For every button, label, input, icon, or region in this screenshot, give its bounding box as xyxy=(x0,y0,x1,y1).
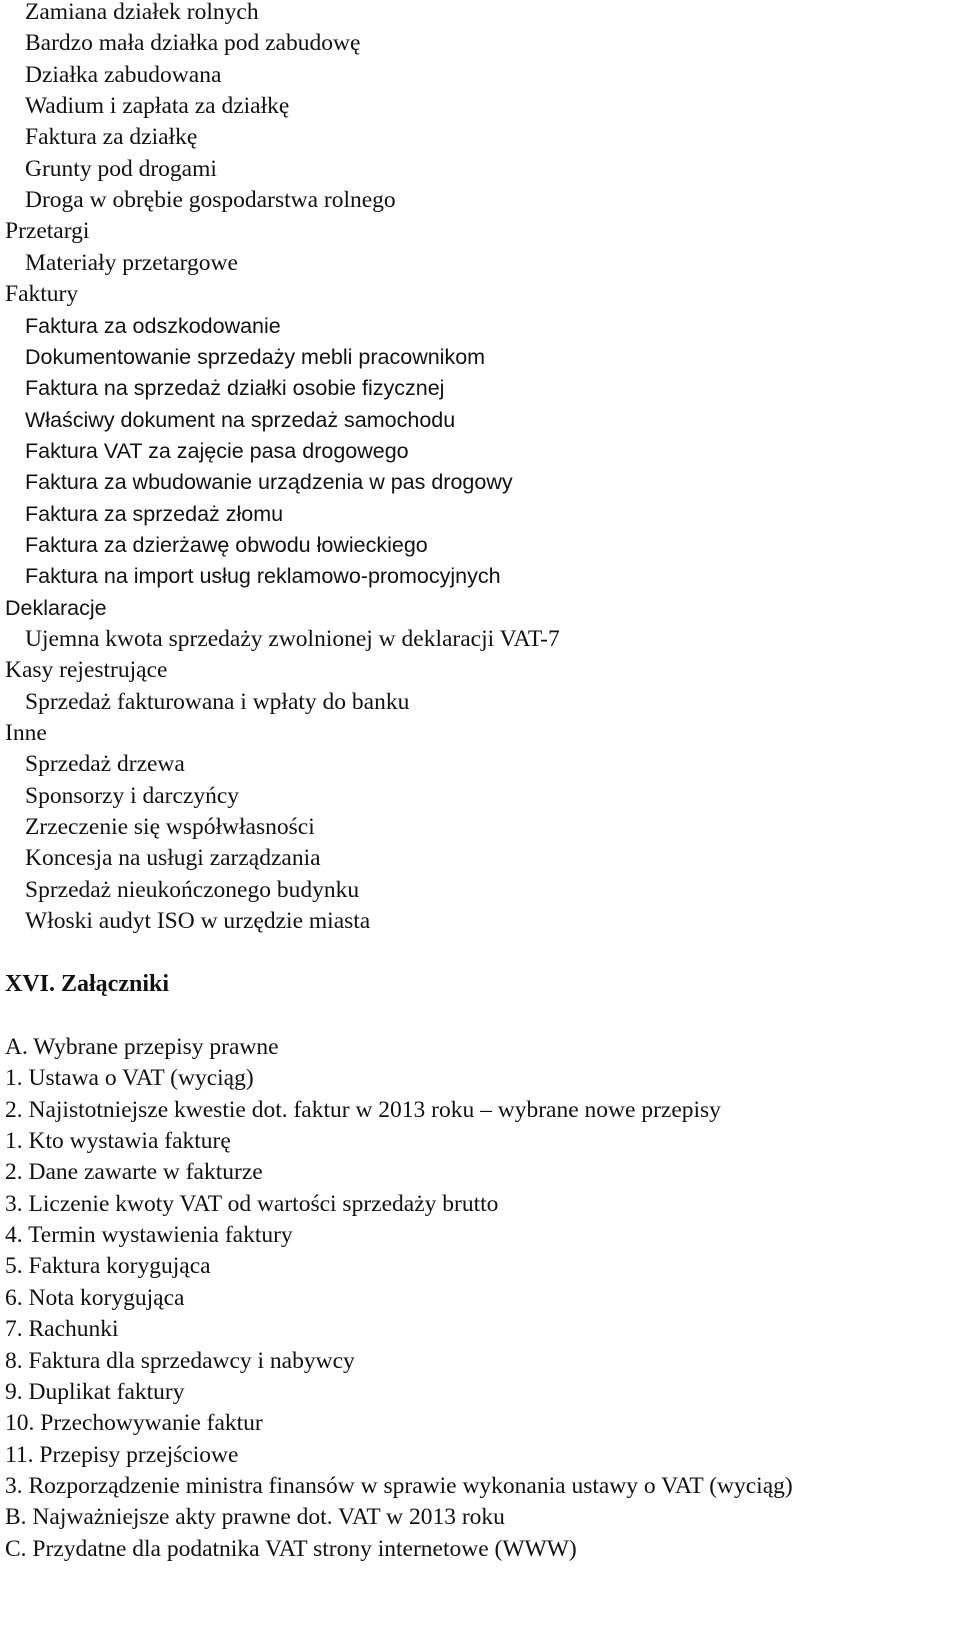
toc-entry: Działka zabudowana xyxy=(25,61,222,88)
toc-entry: Sprzedaż nieukończonego budynku xyxy=(25,876,360,903)
appendix-entry: 8. Faktura dla sprzedawcy i nabywcy xyxy=(5,1347,355,1374)
toc-entry: Zamiana działek rolnych xyxy=(25,0,259,25)
appendix-entry: 10. Przechowywanie faktur xyxy=(5,1410,263,1437)
appendix-entry: 6. Nota korygująca xyxy=(5,1284,185,1311)
appendix-entry: 5. Faktura korygująca xyxy=(5,1253,211,1280)
toc-section-heading: Inne xyxy=(5,720,47,747)
toc-entry: Wadium i zapłata za działkę xyxy=(25,93,290,120)
toc-entry: Faktura na import usług reklamowo-promocyjnych xyxy=(25,564,501,589)
toc-entry: Grunty pod drogami xyxy=(25,155,217,182)
toc-entry: Bardzo mała działka pod zabudowę xyxy=(25,30,361,57)
appendix-entry: B. Najważniejsze akty prawne dot. VAT w 2013 roku xyxy=(5,1504,505,1531)
toc-entry: Sprzedaż drzewa xyxy=(25,751,185,778)
appendix-entry: 11. Przepisy przejściowe xyxy=(5,1441,239,1468)
toc-entry: Włoski audyt ISO w urzędzie miasta xyxy=(25,908,371,935)
appendix-entry: C. Przydatne dla podatnika VAT strony internetowe (WWW) xyxy=(5,1535,577,1562)
appendix-entry: 9. Duplikat faktury xyxy=(5,1378,185,1405)
toc-section-heading: Faktury xyxy=(5,281,79,308)
toc-entry: Faktura za wbudowanie urządzenia w pas drogowy xyxy=(25,470,513,495)
appendix-entry: 2. Najistotniejsze kwestie dot. faktur w 2013 roku – wybrane nowe przepisy xyxy=(5,1096,721,1123)
section-heading: XVI. Załączniki xyxy=(5,971,170,997)
toc-entry: Faktura za odszkodowanie xyxy=(25,313,281,338)
appendix-entry: 1. Ustawa o VAT (wyciąg) xyxy=(5,1065,254,1092)
toc-entry: Faktura za działkę xyxy=(25,124,198,151)
toc-section-heading: Deklaracje xyxy=(5,595,107,620)
appendix-entry: 1. Kto wystawia fakturę xyxy=(5,1128,231,1155)
appendix-entry: 4. Termin wystawienia faktury xyxy=(5,1222,293,1249)
toc-entry: Właściwy dokument na sprzedaż samochodu xyxy=(25,407,456,432)
appendix-entry: A. Wybrane przepisy prawne xyxy=(5,1034,279,1060)
toc-entry: Dokumentowanie sprzedaży mebli pracownikom xyxy=(25,344,486,369)
appendix-entry: 3. Rozporządzenie ministra finansów w sprawie wykonania ustawy o VAT (wyciąg) xyxy=(5,1472,793,1499)
toc-entry: Koncesja na usługi zarządzania xyxy=(25,845,321,872)
toc-entry: Sponsorzy i darczyńcy xyxy=(25,782,240,809)
toc-section-heading: Przetargi xyxy=(5,218,90,245)
appendix-entry: 2. Dane zawarte w fakturze xyxy=(5,1159,263,1186)
toc-entry: Zrzeczenie się współwłasności xyxy=(25,814,315,841)
toc-entry: Sprzedaż fakturowana i wpłaty do banku xyxy=(25,688,410,715)
appendix-entry: 3. Liczenie kwoty VAT od wartości sprzedaży brutto xyxy=(5,1190,499,1217)
toc-section-heading: Kasy rejestrujące xyxy=(5,657,168,684)
toc-entry: Faktura na sprzedaż działki osobie fizycznej xyxy=(25,376,445,401)
toc-entry: Materiały przetargowe xyxy=(25,249,238,276)
toc-entry: Faktura za sprzedaż złomu xyxy=(25,501,284,526)
toc-entry: Faktura VAT za zajęcie pasa drogowego xyxy=(25,438,409,463)
toc-entry: Ujemna kwota sprzedaży zwolnionej w deklaracji VAT-7 xyxy=(25,626,560,652)
toc-entry: Faktura za dzierżawę obwodu łowieckiego xyxy=(25,532,428,557)
appendix-entry: 7. Rachunki xyxy=(5,1316,119,1343)
toc-entry: Droga w obrębie gospodarstwa rolnego xyxy=(25,187,396,214)
